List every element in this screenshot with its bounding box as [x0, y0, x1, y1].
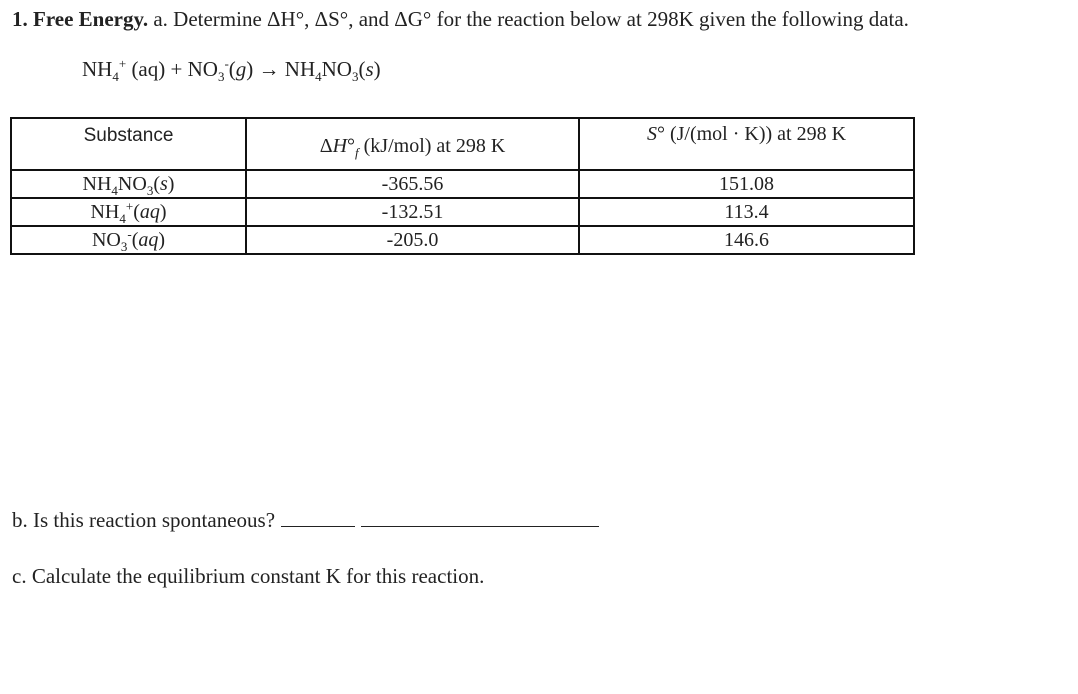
reaction-equation [82, 56, 381, 85]
product-ammonium-nitrate: $NH_4NO_3(s)$ [284, 57, 381, 85]
substance-cell: $NH_4^+(aq)$ [11, 198, 246, 226]
question-number-title: 1. Free Energy. [12, 7, 149, 31]
header-substance: Substance [11, 118, 246, 170]
table-row [11, 198, 914, 226]
header-entropy: S° (J/(mol · K)) at 298 K [579, 118, 914, 170]
table-row [11, 226, 914, 254]
part-b-text: b. Is this reaction spontaneous? [12, 508, 276, 532]
reaction-arrow: → [258, 57, 280, 81]
table-header-row [11, 118, 914, 170]
part-c-text: c. Calculate the equilibrium constant K for this reaction. [12, 564, 485, 588]
part-c [12, 564, 484, 589]
substance-cell: $NO_3^-(aq)$ [11, 226, 246, 254]
reactant-nitrate: $NO_3^-(g)$ [187, 56, 254, 85]
answer-blank-short[interactable] [281, 508, 355, 527]
enthalpy-cell: -365.56 [246, 170, 579, 198]
entropy-cell: 151.08 [579, 170, 914, 198]
entropy-cell: 146.6 [579, 226, 914, 254]
question-heading [12, 7, 909, 32]
header-enthalpy: $\Delta H^\circ_f$ (kJ/mol) at 298 K [246, 118, 579, 170]
table-row [11, 170, 914, 198]
part-b [12, 508, 599, 533]
thermo-data-table [10, 117, 915, 255]
answer-blank-long[interactable] [361, 508, 599, 527]
part-a-text: a. Determine ΔH°, ΔS°, and ΔG° for the reaction below at 298K given the following data. [153, 7, 909, 31]
entropy-cell: 113.4 [579, 198, 914, 226]
enthalpy-cell: -132.51 [246, 198, 579, 226]
plus-sign: + [170, 57, 183, 81]
substance-cell: $NH_4NO_3(s)$ [11, 170, 246, 198]
reactant-ammonium: $NH_4^+$ (aq) [82, 56, 166, 85]
enthalpy-cell: -205.0 [246, 226, 579, 254]
